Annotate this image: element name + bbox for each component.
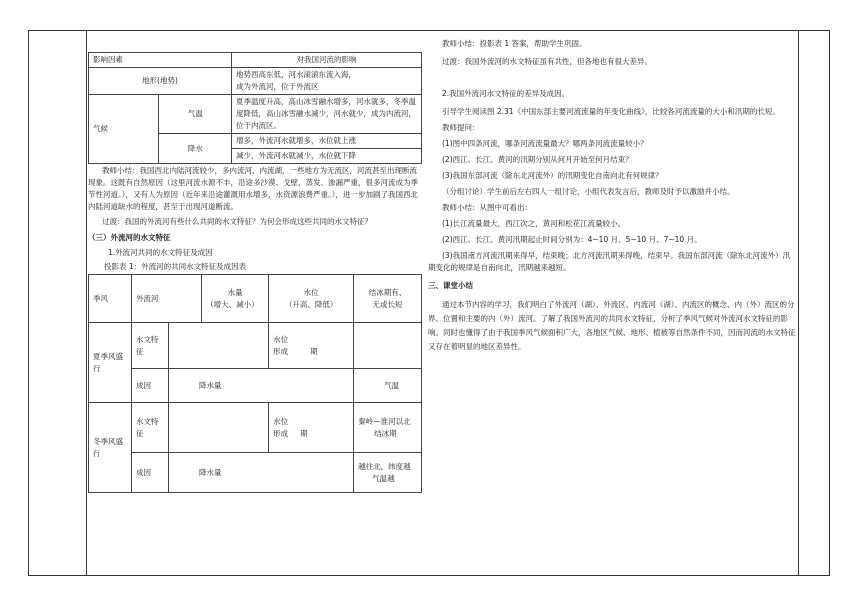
winter-ice-cell: 秦岭—淮河以北 结冰期 [354,403,422,453]
class-summary-text: 通过本节内容的学习，我们明白了外流河（湖）、外流区、内流河（湖）、内流区的概念、内（外）流区的分界、位置和主要的内（外）流河。了解了我国外流河的共同水文特征，分析了季风气候对外流河水文特征的影响。同时也懂得了由于我国季风气候面积广大，各地区气候、地形、植被等自然条件不同，因而河流的水文特征又存在着明显的地区差异性。 [428,300,796,351]
climate-label: 气候 [89,95,159,164]
terrain-cell: 地势西高东低，河水滚滚东流入海， 成为外流河，位于外流区 [232,68,422,95]
transition-difference: 过渡：我国外流河的水文特征虽有共性，但各地也有很大差异。 [442,57,652,66]
ice-header: 结冰期有、 无或长短 [354,275,422,323]
subheading: 1.外流河共同的水文特征及成因 [108,248,213,257]
hydrology-table [88,274,422,493]
winter-lat-cause: 越往北，纬度越 气温越 [354,453,422,493]
summer-rain-cause: 降水量 [169,369,354,403]
table-caption: 投影表 1：外流河的共同水文特征及成因表 [104,262,247,271]
summer-level-cell: 水位 形成 期 [269,323,354,369]
right-column [428,38,796,354]
left-column [88,52,422,493]
winter-cause-label: 成因 [132,453,169,493]
question-2: (2)西江、长江、黄河的汛期分别从何月开始至何月结束？ [442,155,633,164]
transition-question: 过渡：我国的外流河有些什么共同的水文特征？为何会形成这些共同的水文特征？ [102,217,372,226]
season-header: 季风 [89,275,132,323]
summary-answer: 教师小结：投影表 1 答案，帮助学生巩固。 [442,39,587,48]
winter-rain-cause: 降水量 [169,453,354,493]
temperature-cell: 夏季温度升高，高山冰雪融水增多，河水就多，冬季温度降低，高山冰雪融水减少，河水就少，成为内流河，位于内流区。 [232,95,422,134]
answer-2: (2)西江、长江、黄河汛期起止时间分别为：4~10 月、5~10 月、7~10 月。 [442,235,702,244]
summer-ice-cell [354,323,422,369]
rainfall-label: 降水 [159,134,232,164]
questions-label: 教师提问： [442,123,480,132]
teacher-summary: 教师小结：我国西北内陆河流较少，多内流河、内流湖，一些地方为无流区，河流甚至出现断流现象。这既有自然原因（这里河流水源不丰，沿途多沙漠、戈壁，蒸发、渗漏严重，很多河流成为季节性河道。），又有人为原因（近年来沿途灌溉用水增多，水资源浪费严重。），进一步加剧了我国西北内陆河道缺水的程度，甚至于出现河道断流。 [88,166,418,211]
winter-volume-cell [169,403,269,453]
summer-volume-cell [169,323,269,369]
summer-hydro-label: 水文特征 [132,323,169,369]
answer-3: (3)我国南方河流汛期来得早，结束晚；北方河流汛期来得晚，结束早。我国东部河流（除东北河流外）汛期变化的规律是自南向北，汛期越来越短。 [428,251,791,272]
rainfall-cell: 增多，外流河水就增多，水位就上涨 减少，外流河水就减少，水位就下降 [232,134,422,164]
reading-guide: 引导学生阅读图 2.31《中国东部主要河流流量的年变化曲线》，比较各河流流量的大小和汛期的长短。 [442,107,780,116]
group-discussion: （分组讨论）学生前后左右四人一组讨论，小组代表发言后，教师及时予以激励并小结。 [442,187,735,196]
summer-monsoon-label: 夏季风盛行 [89,323,132,403]
question-1: (1)图中四条河流，哪条河流流量最大？哪两条河流流量较小？ [442,139,648,148]
summer-temp-cause: 气温 [354,369,422,403]
winter-hydro-label: 水文特征 [132,403,169,453]
section-heading: （三）外流河的水文特征 [88,233,171,242]
level-header: 水位 （升高、降低） [269,275,354,323]
left-margin-line [86,30,87,575]
river-header: 外流河 [132,275,202,323]
question-3: (3)我国东部河流（除东北河流外）的汛期变化自南向北有何规律？ [442,171,663,180]
volume-header: 水量 （增大、减小） [202,275,269,323]
factors-header-1: 影响因素 [89,53,232,68]
class-summary-heading: 三、课堂小结 [428,281,473,290]
summary-label: 教师小结：从图中可看出： [442,203,532,212]
subheading-2: 2.我国外流河水文特征的差异及成因。 [442,89,570,98]
answer-1: (1)长江流量最大，西江次之，黄河和松花江流量较小。 [442,219,626,228]
factors-header-2: 对我国河流的影响 [232,53,422,68]
right-margin-line [798,30,799,575]
terrain-label: 地形(地势) [89,68,232,95]
summer-cause-label: 成因 [132,369,169,403]
factors-table [88,52,422,164]
winter-monsoon-label: 冬季风盛行 [89,403,132,493]
winter-level-cell: 水位 形成 期 [269,403,354,453]
temperature-label: 气温 [159,95,232,134]
